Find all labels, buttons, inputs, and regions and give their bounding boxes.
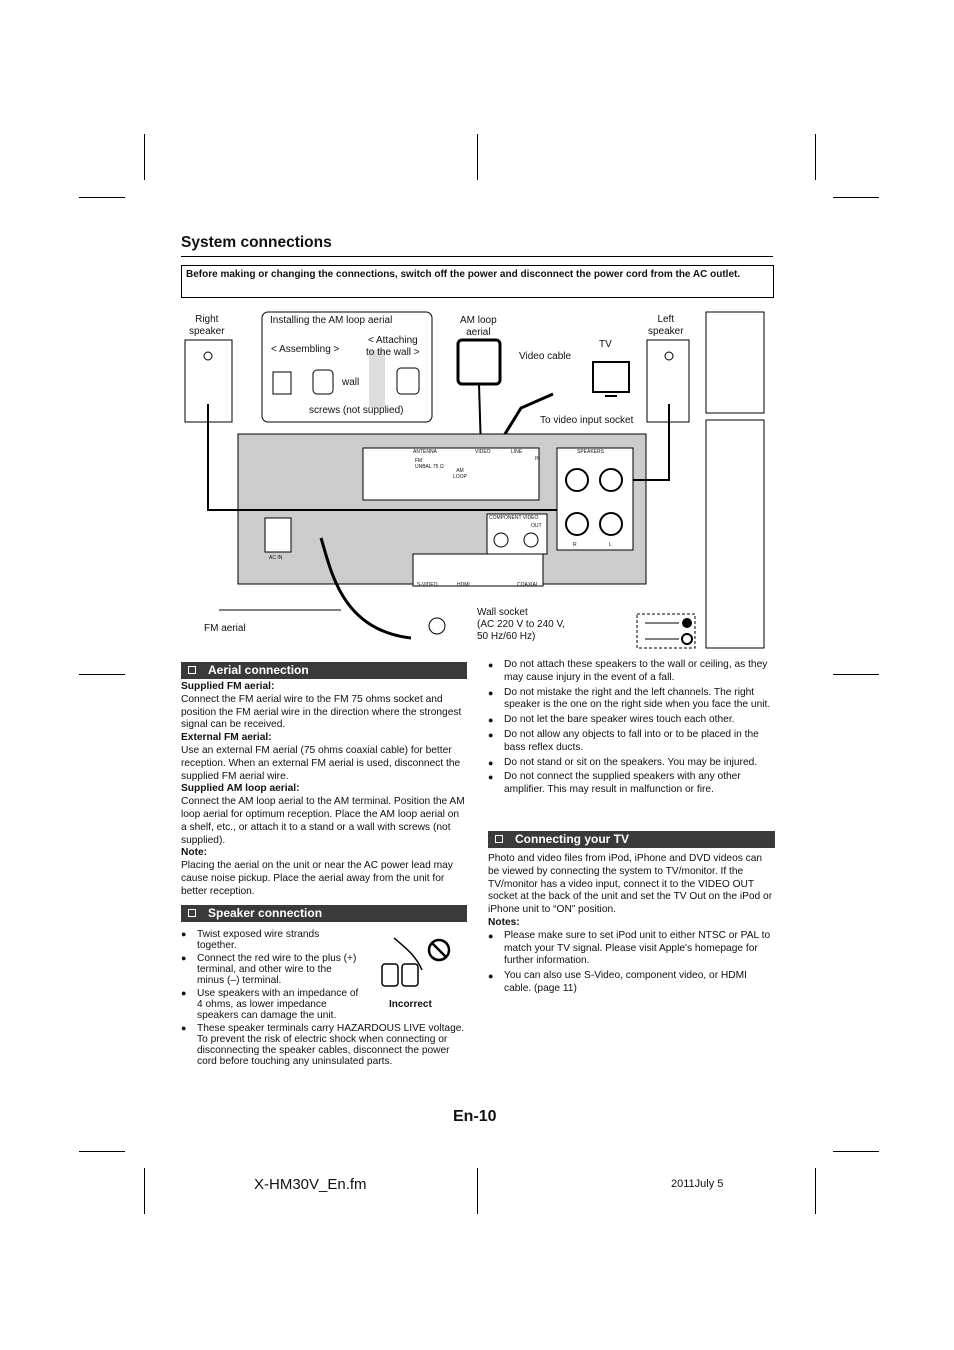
am-subheading: Supplied AM loop aerial: bbox=[181, 783, 300, 795]
speaker-cautions bbox=[488, 659, 774, 799]
am-loop-panel-label: AM LOOP bbox=[453, 468, 467, 480]
coaxial-label: COAXIAL bbox=[517, 582, 539, 588]
crop-mark bbox=[833, 1151, 879, 1152]
right-speaker-label: Right speaker bbox=[189, 314, 225, 337]
note-subheading: Note: bbox=[181, 847, 208, 859]
speakers-panel-label: SPEAKERS bbox=[577, 449, 604, 455]
screws-label: screws (not supplied) bbox=[309, 405, 404, 416]
am-loop-frame bbox=[458, 340, 500, 384]
fm-unbal-label: FM UNBAL 75 Ω bbox=[415, 458, 444, 470]
heading-square-icon bbox=[495, 835, 503, 843]
wall-socket-label: Wall socket (AC 220 V to 240 V, 50 Hz/60 Hz) bbox=[477, 607, 566, 642]
list-item: ● Do not mistake the right and the left channels. The right speaker is the one on the right side when you face the unit. bbox=[488, 687, 774, 713]
wall-label: wall bbox=[342, 377, 360, 388]
crop-mark bbox=[79, 674, 125, 675]
list-item: ● You can also use S-Video, component video, or HDMI cable. (page 11) bbox=[488, 970, 774, 996]
aerial-text bbox=[181, 681, 467, 899]
terminal-icon bbox=[382, 964, 398, 986]
left-speaker-label: Left speaker bbox=[648, 314, 684, 337]
page-number: En-10 bbox=[453, 1108, 497, 1125]
tv-icon bbox=[593, 362, 629, 392]
line-panel-label: LINE bbox=[511, 449, 523, 455]
ext-text: Use an external FM aerial (75 ohms coaxial cable) for better reception. When an external FM aerial is used, disconnect the supplied FM aerial wire. bbox=[181, 744, 461, 782]
crop-mark bbox=[815, 1168, 816, 1214]
in-label: IN bbox=[535, 456, 540, 462]
am-install-title: Installing the AM loop aerial bbox=[270, 315, 393, 326]
fm-text: Connect the FM aerial wire to the FM 75 ohms socket and position the FM aerial wire in the direction where the strongest signal can be received. bbox=[181, 693, 462, 731]
heading-square-icon bbox=[188, 909, 196, 917]
connection-diagram bbox=[181, 310, 774, 660]
component-video-label: COMPONENT VIDEO bbox=[489, 515, 539, 521]
video-panel-label: VIDEO bbox=[475, 449, 491, 455]
out-label: OUT bbox=[531, 523, 542, 529]
video-cable-label: Video cable bbox=[519, 351, 572, 362]
to-video-input-label: To video input socket bbox=[540, 415, 634, 426]
note-text: Placing the aerial on the unit or near the AC power lead may cause noise pickup. Place the aerial away from the unit for better reception. bbox=[181, 860, 453, 897]
list-item: ● Do not attach these speakers to the wall or ceiling, as they may cause injury in the event of a fall. bbox=[488, 659, 774, 685]
fm-subheading: Supplied FM aerial: bbox=[181, 681, 275, 692]
attaching-label: < Attaching to the wall > bbox=[366, 335, 420, 358]
list-item: ● These speaker terminals carry HAZARDOUS LIVE voltage. To prevent the risk of electric shock when connecting or disconnecting the speaker cables, disconnect the power cord before touching any uninsulated parts. bbox=[181, 1023, 467, 1067]
crop-mark bbox=[144, 1168, 145, 1214]
s-video-label: S-VIDEO bbox=[417, 582, 438, 588]
warning-box: Before making or changing the connections, switch off the power and disconnect the power cord from the AC outlet. bbox=[181, 265, 774, 298]
crop-mark bbox=[477, 1168, 478, 1214]
heading-square-icon bbox=[188, 666, 196, 674]
list-item: ● Please make sure to set iPod unit to either NTSC or PAL to match your TV signal. Please visit Apple's homepage for further information. bbox=[488, 930, 774, 968]
list-item: ● Twist exposed wire strands together. bbox=[181, 929, 361, 951]
tv-label: TV bbox=[599, 339, 612, 350]
crop-mark bbox=[79, 1151, 125, 1152]
crop-mark bbox=[79, 197, 125, 198]
crop-mark bbox=[477, 134, 478, 180]
crop-mark bbox=[815, 134, 816, 180]
terminal-icon bbox=[402, 964, 418, 986]
aerial-heading: Aerial connection bbox=[181, 662, 467, 679]
wall-socket-icon bbox=[429, 618, 445, 634]
list-item: ● Use speakers with an impedance of 4 ohms, as lower impedance speakers can damage the unit. bbox=[181, 988, 361, 1021]
footer-filename: X-HM30V_En.fm bbox=[254, 1176, 367, 1193]
page-title: System connections bbox=[181, 234, 332, 251]
footer-date: 2011July 5 bbox=[671, 1178, 724, 1190]
am-text: Connect the AM loop aerial to the AM terminal. Position the AM loop aerial for optimum reception. Place the AM loop aerial on a shelf, etc., or attach it to a stand or a wall with screws (not supplied). bbox=[181, 796, 465, 846]
list-item: ● Do not stand or sit on the speakers. You may be injured. bbox=[488, 757, 774, 770]
list-item: ● Do not connect the supplied speakers with any other amplifier. This may result in malfunction or fire. bbox=[488, 771, 774, 797]
list-item: ● Do not let the bare speaker wires touch each other. bbox=[488, 714, 774, 727]
title-rule bbox=[181, 256, 773, 257]
wire-steps-box bbox=[706, 420, 764, 648]
speaker-terminals bbox=[557, 448, 633, 550]
notes-subheading: Notes: bbox=[488, 916, 520, 928]
tv-paragraph: Photo and video files from iPod, iPhone and DVD videos can be viewed by connecting the system to TV/monitor. If the TV/monitor has a video input, connect it to the VIDEO OUT socket at the back of the unit and set the TV Out on the iPod or iPhone unit to “ON” position. bbox=[488, 853, 773, 916]
crop-mark bbox=[833, 197, 879, 198]
crop-mark bbox=[833, 674, 879, 675]
incorrect-label: Incorrect bbox=[389, 999, 432, 1010]
ac-in-label: AC IN bbox=[269, 555, 283, 561]
ac-in-socket bbox=[265, 518, 291, 552]
antenna-label: ANTENNA bbox=[413, 449, 437, 455]
fm-aerial-label: FM aerial bbox=[204, 623, 246, 634]
r-label: R bbox=[573, 542, 577, 548]
list-item: ● Do not allow any objects to fall into or to be placed in the bass reflex ducts. bbox=[488, 729, 774, 755]
crop-mark bbox=[144, 134, 145, 180]
hdmi-label: HDMI bbox=[457, 582, 470, 588]
assembling-label: < Assembling > bbox=[271, 344, 340, 355]
am-loop-label: AM loop aerial bbox=[460, 315, 497, 338]
tv-heading: Connecting your TV bbox=[488, 831, 775, 848]
ext-subheading: External FM aerial: bbox=[181, 732, 272, 744]
tv-text bbox=[488, 853, 774, 998]
list-item: ● Connect the red wire to the plus (+) terminal, and other wire to the minus (–) terminal. bbox=[181, 953, 361, 986]
incorrect-wiring-illustration bbox=[376, 934, 456, 1000]
l-label: L bbox=[609, 542, 612, 548]
terminal-detail-box bbox=[706, 312, 764, 413]
antenna-panel bbox=[363, 448, 539, 500]
speaker-heading: Speaker connection bbox=[181, 905, 467, 922]
